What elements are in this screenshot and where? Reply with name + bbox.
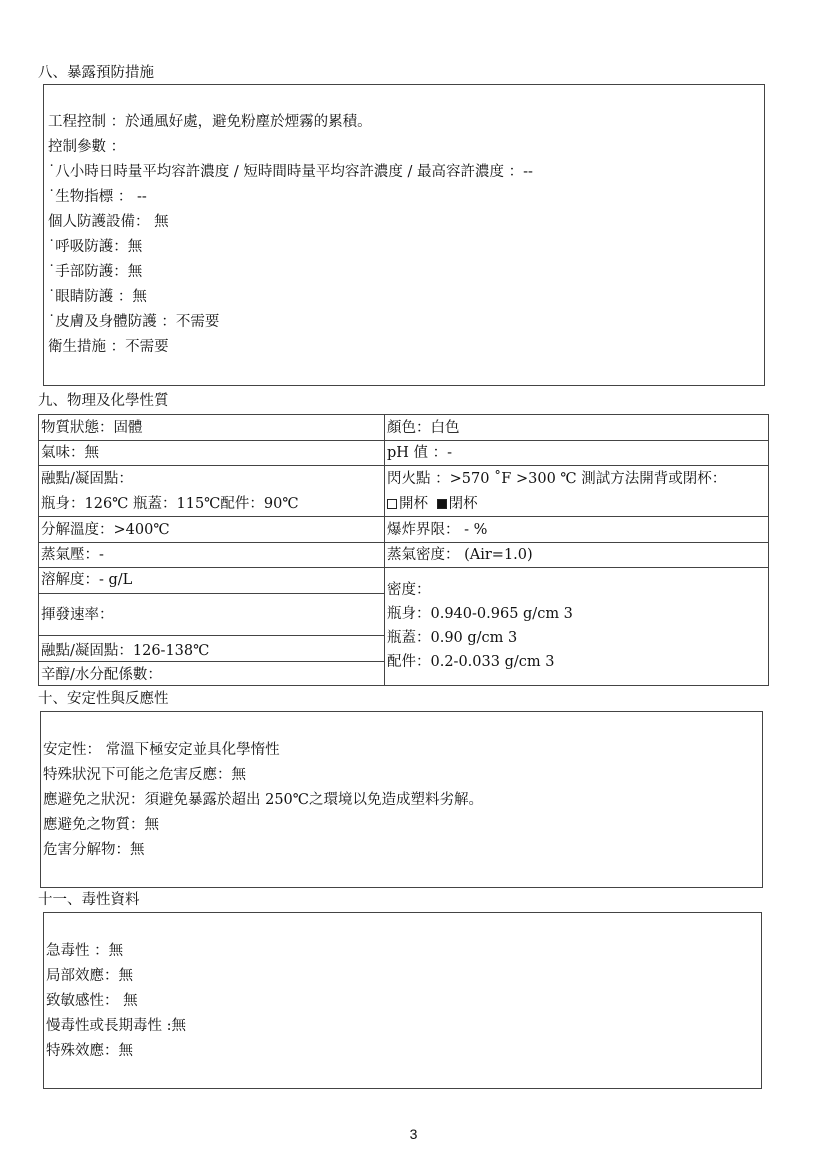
page-number: 3 [409, 1126, 418, 1142]
flash-point-cell [385, 466, 768, 517]
density-cell [385, 568, 768, 686]
properties-table [38, 414, 769, 686]
section-10-heading: 十、安定性與反應性 [38, 691, 169, 707]
section-8-box [43, 84, 765, 386]
s8-line: ˙呼吸防護：無 [48, 239, 143, 255]
s11-line: 急毒性 ：無 [46, 943, 124, 959]
explosion-limit-cell: 爆炸界限： - % [385, 517, 768, 543]
evaporation-cell: 揮發速率： [39, 594, 385, 636]
s10-line: 安定性： 常溫下極安定並具化學惰性 [43, 742, 280, 758]
s8-line: 控制參數 ： [48, 139, 126, 155]
s8-line: 個人防護設備： 無 [48, 214, 169, 230]
octanol-cell: 辛醇/水分配係數： [39, 662, 385, 686]
s10-line: 危害分解物：無 [43, 842, 145, 858]
s8-line: ˙眼睛防護 ：無 [48, 289, 147, 305]
closed-cup-label: 閉杯 [448, 496, 478, 512]
section-11-heading: 十一、毒性資料 [38, 892, 140, 908]
s11-line: 致敏感性： 無 [46, 993, 138, 1009]
melting2-cell: 融點/凝固點：126-138℃ [39, 636, 385, 662]
cup-options [387, 494, 768, 514]
vapor-density-cell: 蒸氣密度： (Air=1.0) [385, 543, 768, 568]
s10-line: 特殊狀況下可能之危害反應：無 [43, 767, 246, 783]
solubility-cell: 溶解度：- g/L [39, 568, 385, 594]
closed-cup-checkbox [437, 499, 447, 509]
density-label: 密度： [387, 582, 431, 598]
section-9-heading: 九、物理及化學性質 [38, 393, 169, 409]
ph-cell: pH 值 ：- [385, 441, 768, 466]
density-cap: 瓶蓋：0.90 g/cm 3 [387, 630, 518, 646]
section-11-box [43, 912, 762, 1089]
state-cell: 物質狀態：固體 [39, 415, 385, 441]
open-cup-checkbox [387, 499, 397, 509]
open-cup-label: 開杯 [399, 496, 428, 512]
s8-line: ˙皮膚及身體防護 ：不需要 [48, 314, 220, 330]
section-10-box [40, 711, 763, 888]
melting-label: 融點/凝固點： [41, 471, 133, 487]
decomposition-cell: 分解溫度：>400℃ [39, 517, 385, 543]
s8-line: 工程控制 ：於通風好處，避免粉塵於煙霧的累積。 [48, 114, 372, 130]
flash-point: 閃火點 ：>570 ˚F >300 ℃ 測試方法開背或閉杯： [387, 471, 727, 487]
s11-line: 慢毒性或長期毒性 :無 [46, 1018, 186, 1034]
s8-line: ˙手部防護：無 [48, 264, 143, 280]
s8-line: ˙八小時日時量平均容許濃度 / 短時間時量平均容許濃度 / 最高容許濃度 ：-- [48, 164, 533, 180]
s11-line: 特殊效應：無 [46, 1043, 133, 1059]
density-parts: 配件：0.2-0.033 g/cm 3 [387, 654, 555, 670]
s11-line: 局部效應：無 [46, 968, 133, 984]
color-cell: 顏色：白色 [385, 415, 768, 441]
section-8-heading: 八、暴露預防措施 [38, 65, 154, 81]
density-body: 瓶身：0.940-0.965 g/cm 3 [387, 606, 573, 622]
vapor-pressure-cell: 蒸氣壓：- [39, 543, 385, 568]
s8-line: 衛生措施 ：不需要 [48, 339, 169, 355]
melting-values: 瓶身：126℃ 瓶蓋：115℃配件：90℃ [41, 496, 299, 512]
s10-line: 應避免之狀況：須避免暴露於超出 250℃之環境以免造成塑料劣解。 [43, 792, 484, 808]
odor-cell: 氣味：無 [39, 441, 385, 466]
s10-line: 應避免之物質：無 [43, 817, 159, 833]
s8-line: ˙生物指標 ： -- [48, 189, 147, 205]
melting-cell [39, 466, 385, 517]
